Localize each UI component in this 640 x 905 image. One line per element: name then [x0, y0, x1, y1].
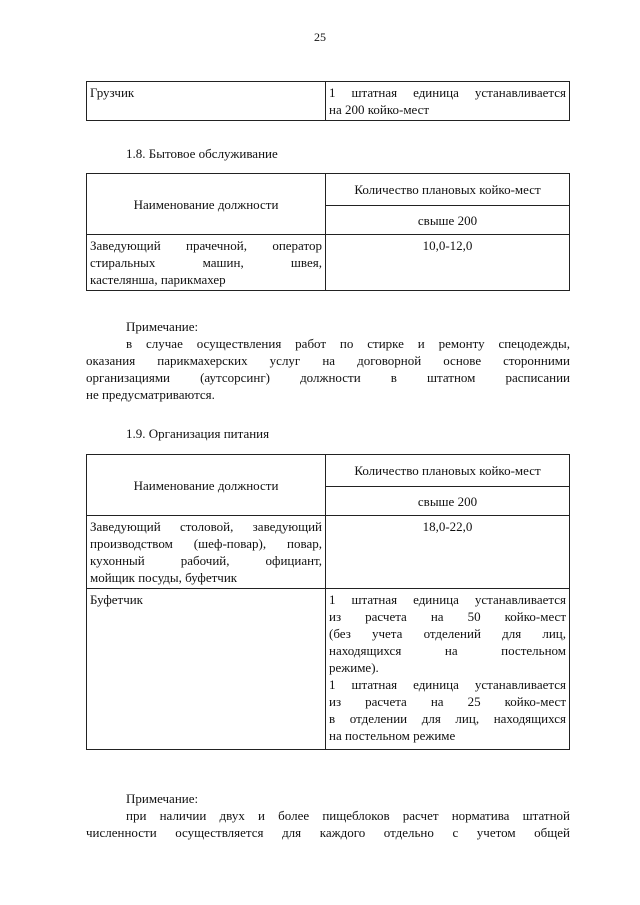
norm-cell	[326, 589, 570, 750]
norm-line: 1 штатная единица устанавливается	[329, 592, 566, 607]
note-line: численности осуществляется для каждого отдельно с учетом общей	[86, 825, 570, 840]
note-label: Примечание:	[126, 319, 199, 334]
norm-line: (без учета отделений для лиц,	[329, 626, 566, 641]
note-line: не предусматриваются.	[86, 387, 215, 402]
position-line: Заведующий столовой, заведующий	[90, 519, 322, 534]
position-cell	[87, 516, 326, 589]
value-cell: 10,0-12,0	[326, 235, 570, 291]
table-header-row	[87, 455, 570, 487]
norm-line: из расчета на 50 койко-мест	[329, 609, 566, 624]
norm-line: на 200 койко-мест	[329, 102, 430, 117]
position-cell	[87, 82, 326, 121]
page-number: 25	[314, 30, 326, 44]
note-line: оказания парикмахерских услуг на договорной основе сторонними	[86, 353, 570, 368]
note-line: при наличии двух и более пищеблоков расчет норматива штатной	[126, 808, 570, 823]
norm-cell	[326, 82, 570, 121]
table-row	[87, 589, 570, 750]
norm-line: 1 штатная единица устанавливается	[329, 85, 566, 100]
position-line: Заведующий прачечной, оператор	[90, 238, 322, 253]
note-1-9	[86, 790, 570, 841]
position-name: Грузчик	[90, 85, 135, 100]
norm-line: режиме).	[329, 660, 379, 675]
position-line: кухонный рабочий, официант,	[90, 553, 322, 568]
table-row	[87, 82, 570, 121]
header-sub: свыше 200	[326, 206, 570, 235]
position-line: производством (шеф-повар), повар,	[90, 536, 322, 551]
norm-line: 1 штатная единица устанавливается	[329, 677, 566, 692]
position-line: мойщик посуды, буфетчик	[90, 570, 238, 585]
norm-line: в отделении для лиц, находящихся	[329, 711, 566, 726]
note-label: Примечание:	[126, 791, 199, 806]
position-line: стиральных машин, швея,	[90, 255, 322, 270]
section-heading-1-8: 1.8. Бытовое обслуживание	[126, 146, 278, 161]
table-row	[87, 516, 570, 589]
table-header-row	[87, 174, 570, 206]
loader-table	[86, 81, 570, 121]
note-1-8	[86, 318, 570, 403]
position-cell	[87, 235, 326, 291]
household-services-table	[86, 173, 570, 291]
norm-line: на постельном режиме	[329, 728, 456, 743]
header-position: Наименование должности	[87, 174, 326, 235]
position-line: кастелянша, парикмахер	[90, 272, 226, 287]
header-quantity: Количество плановых койко-мест	[326, 455, 570, 487]
note-line: в случае осуществления работ по стирке и ремонту спецодежды,	[126, 336, 570, 351]
position-cell	[87, 589, 326, 750]
norm-line: из расчета на 25 койко-мест	[329, 694, 566, 709]
norm-line: находящихся на постельном	[329, 643, 566, 658]
catering-table	[86, 454, 570, 750]
header-quantity: Количество плановых койко-мест	[326, 174, 570, 206]
header-position: Наименование должности	[87, 455, 326, 516]
position-name: Буфетчик	[90, 592, 144, 607]
section-heading-1-9: 1.9. Организация питания	[126, 426, 270, 441]
header-sub: свыше 200	[326, 487, 570, 516]
note-line: организациями (аутсорсинг) должности в штатном расписании	[86, 370, 570, 385]
value-cell: 18,0-22,0	[326, 516, 570, 589]
table-row	[87, 235, 570, 291]
